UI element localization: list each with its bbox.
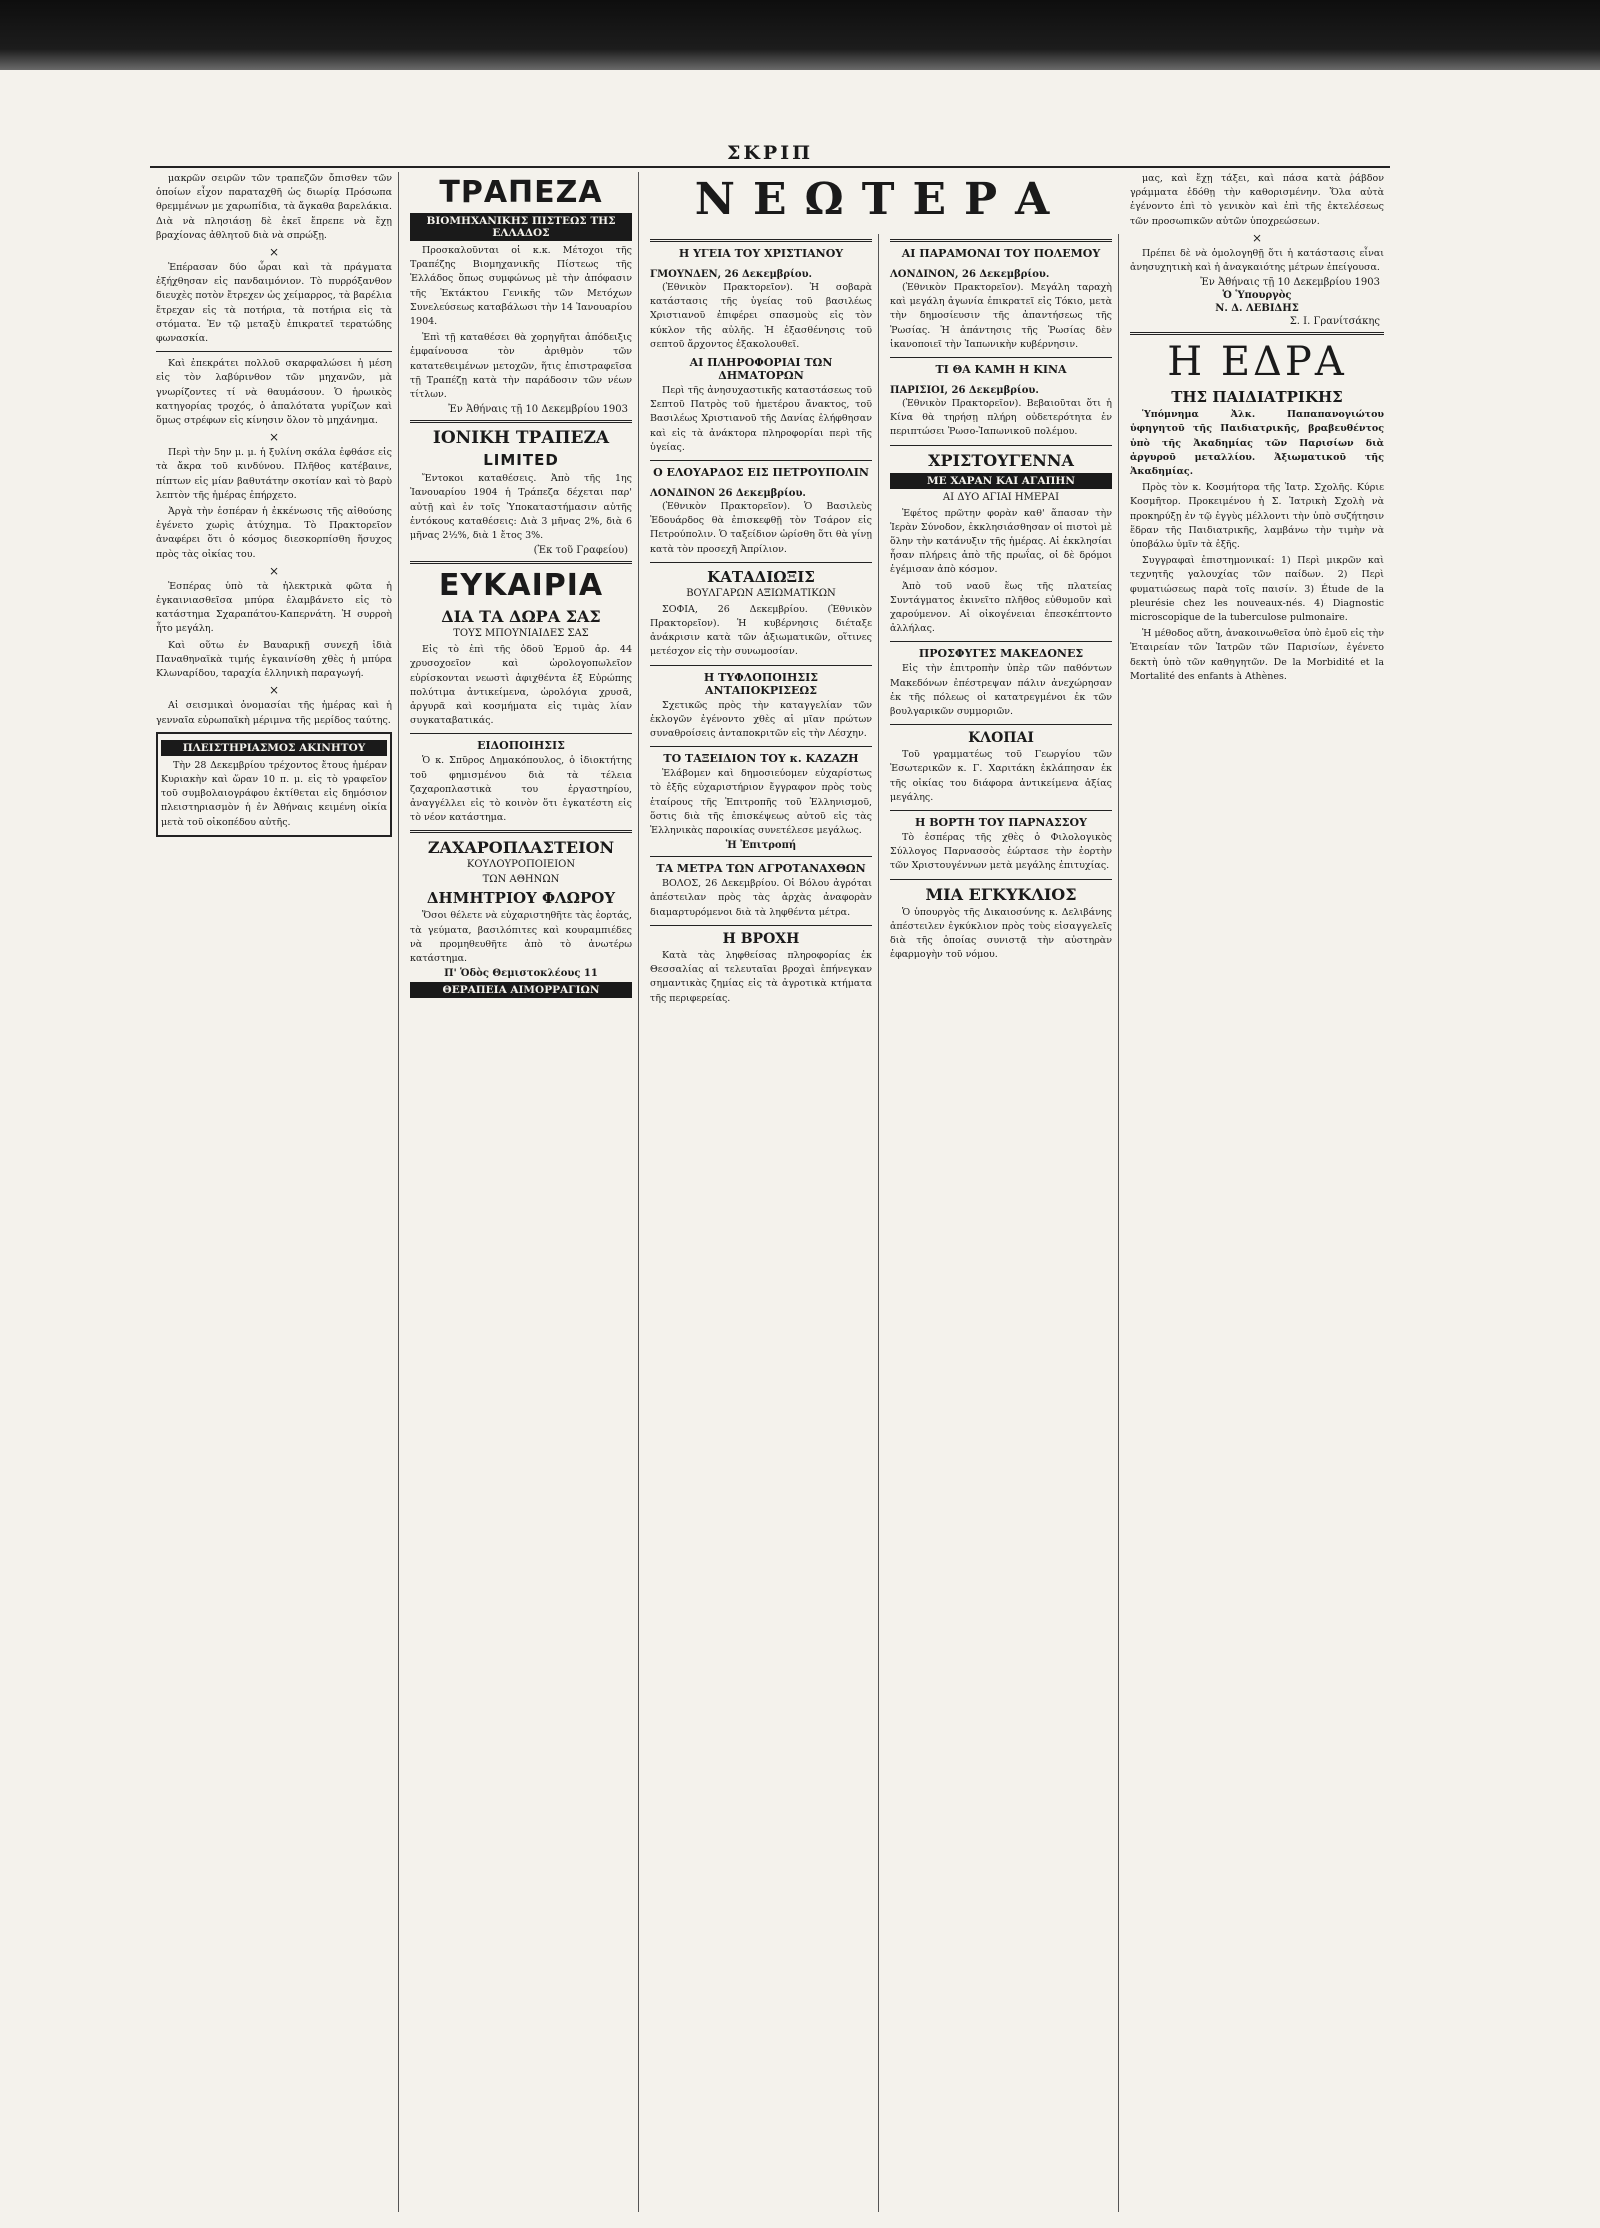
signature-name-2: Σ. Ι. Γρανίτσάκης (1289, 316, 1380, 328)
news-text: Περὶ τῆς ἀνησυχαστικῆς καταστάσεως τοῦ Σεπτοῦ Πατρὸς τοῦ ἡμετέρου ἄνακτος, τοῦ Βασιλέως Χριστιανοῦ τῆς Δανίας ἐλήφθησαν καὶ εἰς τὰ ἀνάκτορα πληροφορίαι περὶ τῆς ὑγείας. (650, 385, 872, 453)
confectionery-title: ΖΑΧΑΡΟΠΛΑΣΤΕΙΟΝ (427, 838, 615, 858)
confectionery-address: Π' Ὁδὸς Θεμιστοκλέους 11 (444, 968, 598, 980)
ionian-bank-title: ΙΟΝΙΚΗ ΤΡΑΠΕΖΑ (432, 428, 610, 449)
bank-ad-date: Ἐν Ἀθήναις τῇ 10 Δεκεμβρίου 1903 (448, 404, 628, 416)
divider (1130, 332, 1384, 335)
edra-text: Συγγραφαὶ ἐπιστημονικαί: 1) Περὶ μικρῶν καὶ τεχνητῆς γαλουχίας τῶν παίδων. 2) Περὶ φυματιώσεως παρὰ τοῖς παισίν. 3) Étude de la pleurésie chez les nouveaux-nés. 4) Diagnostic microscopique de la tuberculose pulmonaire. (1130, 555, 1384, 624)
divider (650, 665, 872, 666)
divider (890, 810, 1112, 811)
news-text: (Ἐθνικὸν Πρακτορεῖον). Ὁ Βασιλεὺς Ἐδουάρδος θὰ ἐπισκεφθῇ τὸν Τσάρον εἰς Πετρούπολιν. Ὁ ταξείδιον ὡρίσθη ὅτι θὰ γίνῃ κατὰ τὸν προσεχῆ Ἀπρίλιον. (650, 501, 872, 555)
gift-ad-subtitle-2: ΤΟΥΣ ΜΠΟΥΝΙΑΙΔΕΣ ΣΑΣ (453, 628, 589, 640)
news-dateline: ΛΟΝΔΙΝΟΝ 26 Δεκεμβρίου. (650, 488, 806, 500)
news-heading: Η ΥΓΕΙΑ ΤΟΥ ΧΡΙΣΤΙΑΝΟΥ (678, 247, 844, 260)
separator-mark: × (268, 430, 280, 445)
divider (890, 239, 1112, 242)
news-dateline: ΛΟΝΔΙΝΟΝ, 26 Δεκεμβρίου. (890, 269, 1050, 280)
neotera-heading: ΝΕΩΤΕΡΑ (644, 172, 1118, 228)
news-heading: Η ΒΡΟΧΗ (722, 930, 800, 947)
therapy-ad-title: ΘΕΡΑΠΕΙΑ ΑΙΜΟΡΡΑΓΙΩΝ (410, 982, 632, 998)
article-paragraph: Καὶ οὕτω ἐν Βαυαρικῇ συνεχῆ ἰδιὰ Παναθηναϊκὰ τιμής ἐγκαινίσθη χθὲς ἡ μπύρα Κλωναρίδου, ταραχία ἑλληνικὴ παραγωγή. (156, 639, 392, 680)
divider (650, 460, 872, 461)
confectionery-owner: ΔΗΜΗΤΡΙΟΥ ΦΛΩΡΟΥ (426, 889, 616, 908)
news-text: (Ἐθνικὸν Πρακτορεῖον). Μεγάλη ταραχὴ καὶ μεγάλη ἀγωνία ἐπικρατεῖ εἰς Τόκιο, μετὰ τὴν δημοσίευσιν τῆς ἀπαντήσεως τῆς Ῥωσίας. Ἡ ἀπάντησις τῆς Ῥωσίας δὲν ἱκανοποιεῖ τὴν Ἰαπωνικὴν κυβέρνησιν. (890, 282, 1112, 350)
news-heading: ΤΑ ΜΕΤΡΑ ΤΩΝ ΑΓΡΟΤΑΝΑΧΘΩΝ (656, 862, 866, 876)
news-dateline: ΓΜΟΥΝΔΕΝ, 26 Δεκεμβρίου. (650, 269, 812, 280)
separator-mark: × (268, 683, 280, 698)
news-subheading: ΒΟΥΛΓΑΡΩΝ ΑΞΙΩΜΑΤΙΚΩΝ (686, 587, 836, 599)
column-2 (404, 172, 639, 2212)
news-heading: Η ΤΥΦΛΟΠΟΙΗΣΙΣ ΑΝΤΑΠΟΚΡΙΣΕΩΣ (703, 670, 819, 697)
news-heading: ΚΑΤΑΔΙΩΞΙΣ (707, 567, 815, 586)
edra-text: Ὑπόμνημα Ἀλκ. Παπαπανογιώτου ὑφηγητοῦ τῆς Παιδιατρικῆς, βραβευθέντος ὑπὸ τῆς Ἀκαδημίας τῶν Παρισίων διὰ ἀργυροῦ μεταλλίου. Ἀξιωματικοῦ τῆς Ἀκαδημίας. (1130, 409, 1384, 478)
news-text: Κατὰ τὰς ληφθείσας πληροφορίας ἐκ Θεσσαλίας αἱ τελευταῖαι βροχαὶ ἐπήνεγκαν σημαντικὰς ζημίας εἰς τὰ ἀγροτικὰ κτήματα τῆς περιφερείας. (650, 949, 872, 1004)
confectionery-subtitle: ΚΟΥΛΟΥΡΟΠΟΙΕΙΟΝ (466, 859, 576, 871)
bank-ad-title: ΤΡΑΠΕΖΑ (439, 175, 603, 210)
article-paragraph: Ἐπέρασαν δύο ὧραι καὶ τὰ πράγματα ἐξήχθησαν εἰς πανδαιμόνιον. Τὸ πυρρόξανθον διευχὲς ποτὸν ἔτρεχεν ὡς χείμαρρος, τὰ βαρέλια ἔτρεχαν εἰς τὰ ποτήρια, τὰ ποτήρια εἰς τὰ στόματα. Ἐν τῷ μεταξὺ ἐπικρατεῖ τερατώδης φωνασκία. (156, 262, 392, 345)
article-paragraph: Περὶ τὴν 5ην μ. μ. ἡ ξυλίνη σκάλα ἐφθάσε εἰς τὰ ἄκρα τοῦ κινδύνου. Πλῆθος κατέβαινε, πίπτων εἰς μίαν βαθυτάτην σκοτίαν καὶ τὸ βαρὺ λεπτὸν τῆς ἡμέρας ἐπήρχετο. (156, 447, 392, 501)
news-heading: ΤΟ ΤΑΞΕΙΔΙΟΝ ΤΟΥ κ. ΚΑΖΑΖΗ (663, 752, 859, 766)
article-paragraph: μας, καὶ ἔχῃ τάξει, καὶ πάσα κατὰ ῥάβδον γράμματα ἐδόθῃ τὴν καθορισμένην. Ὅλα αὐτὰ ἐγένοντο ἐπὶ τὸ γενικὸν καὶ ἐπὶ τῆς ἐκτελέσεως τῶν προσωπικῶν αὐτῶν ὑποχρεώσεων. (1130, 173, 1384, 227)
auction-title: ΠΛΕΙΣΤΗΡΙΑΣΜΟΣ ΑΚΙΝΗΤΟΥ (161, 740, 387, 756)
news-text: Ἐλάβομεν καὶ δημοσιεύομεν εὐχαρίστως τὸ ἑξῆς εὐχαριστήριον ἔγγραφον πρὸς τοὺς ἑταίρους τῆς Ἐπιτροπῆς τοῦ Ἑλληνισμοῦ, ὅστις διὰ τῆς ἐπισκέψεως αὐτοῦ εἰς τὰς Ἑλληνικὰς παροικίας συνετέλεσε μεγάλως. (650, 768, 872, 837)
divider (410, 561, 632, 564)
news-text: ΒΟΛΟΣ, 26 Δεκεμβρίου. Οἱ Βόλου ἀγρόται ἀπέστειλαν πρὸς τὰς ἀρχὰς ἀναφορὰν διαμαρτυρόμενοι διὰ τὰ ληφθέντα μέτρα. (650, 878, 872, 918)
column-3 (644, 234, 879, 2212)
edra-text: Πρὸς τὸν κ. Κοσμήτορα τῆς Ἰατρ. Σχολῆς. Κύριε Κοσμῆτορ. Προκειμένου ἡ Σ. Ἰατρικὴ Σχολὴ νὰ προκηρύξῃ ἐν τῷ ἐγγὺς μέλλοντι τὴν ὑπὸ συζήτησιν ἕδραν τῆς Παιδιατρικῆς, λαμβάνω τὴν τιμὴν νὰ ὑποβάλω ὑμῖν τὰ ἑξῆς. (1130, 482, 1384, 551)
news-heading: ΑΙ ΠΛΗΡΟΦΟΡΙΑΙ ΤΩΝ ΔΗΜΑΤΟΡΩΝ (689, 356, 833, 383)
article-paragraph: μακρῶν σειρῶν τῶν τραπεζῶν ὄπισθεν τῶν ὁποίων εἶχον παραταχθῆ ὡς διωρίᾳ Πρόσωπα θρεμμένων με χαρωπίδια, τὰ ἄγκαθα βαρελάκια. Διὰ νὰ πλησιάσῃ δὲ ἐκεῖ ἔπρεπε νὰ ἔχῃ βραχίονας ἀθλητοῦ διὰ νὰ σπρώξῃ. (156, 173, 392, 241)
news-text: Σχετικῶς πρὸς τὴν καταγγελίαν τῶν ἐκλογῶν ἐγένοντο χθὲς αἱ μῖαν πρώτων συναθροίσεις ἀνταποκριτῶν εἰς τὴν Λέσχην. (650, 699, 872, 740)
divider (650, 925, 872, 926)
news-heading: ΑΙ ΠΑΡΑΜΟΝΑΙ ΤΟΥ ΠΟΛΕΜΟΥ (901, 247, 1101, 260)
divider (650, 856, 872, 857)
news-heading: ΧΡΙΣΤΟΥΓΕΝΝΑ (928, 450, 1074, 470)
article-paragraph: Πρέπει δὲ νὰ ὁμολογηθῇ ὅτι ἡ κατάστασις εἶναι ἀνησυχητικὴ καὶ ἡ ἀναγκαιότης μέτρων ἐπείγουσα. (1130, 247, 1384, 274)
divider (890, 724, 1112, 725)
auction-text: Τὴν 28 Δεκεμβρίου τρέχοντος ἔτους ἡμέραν Κυριακὴν καὶ ὥραν 10 π. μ. εἰς τὸ γραφεῖον τοῦ συμβολαιογράφου ἐκτίθεται εἰς δημόσιον πλειστηριασμὸν ἡ ἐν Ἀθήναις κειμένη οἰκία μετὰ τοῦ οἰκοπέδου αὐτῆς. (161, 759, 387, 828)
news-heading: Η ΒΟΡΤΗ ΤΟΥ ΠΑΡΝΑΣΣΟΥ (914, 816, 1087, 830)
divider (890, 879, 1112, 880)
divider (890, 357, 1112, 358)
news-text: Τὸ ἑσπέρας τῆς χθὲς ὁ Φιλολογικὸς Σύλλογος Παρνασσὸς ἐώρτασε τὴν ἑορτὴν τῶν Χριστουγέννων μετὰ μεγάλης ἐπιτυχίας. (890, 832, 1112, 872)
newspaper-page (150, 172, 1390, 2212)
bank-ad-text: Προσκαλοῦνται οἱ κ.κ. Μέτοχοι τῆς Τραπέζης Βιομηχανικῆς Πίστεως τῆς Ἑλλάδος ὅπως συμφώνως μὲ τὴν ἀπόφασιν τῆς Ἐκτάκτου Γενικῆς τῶν Μετόχων Συνελεύσεως καταβάλωσι τὴν 14 Ἰανουαρίου 1904. (410, 245, 632, 328)
bank-ad-text: Ἐπὶ τῇ καταθέσει θὰ χορηγῆται ἀπόδειξις ἐμφαίνουσα τὸν ἀριθμὸν τῶν κατατεθειμένων μετοχῶν, ἥτις ἐπιστραφεῖσα τῇ Τραπέζῃ κατὰ τὴν παράδοσιν τῶν νέων τίτλων. (410, 332, 632, 401)
news-signature: Ἡ Ἐπιτροπή (725, 840, 797, 852)
news-text: ΣΟΦΙΑ, 26 Δεκεμβρίου. (Ἐθνικὸν Πρακτορεῖον). Ἡ κυβέρνησις διέταξε ἀνάκρισιν κατὰ τῶν ἀξιωματικῶν, οἵτινες μετέσχον εἰς τὴν συνωμοσίαν. (650, 603, 872, 658)
column-4 (884, 234, 1119, 2212)
masthead (150, 142, 1390, 168)
news-text: (Ἐθνικὸν Πρακτορεῖον). Ἡ σοβαρὰ κατάστασις τῆς ὑγείας τοῦ βασιλέως Χριστιανοῦ ἐπιφέρει σπασμοὺς εἰς τὸν κύκλον τῆς αὐλῆς. Ἡ ἐξασθένησις τοῦ σεπτοῦ ἄρχοντος ἐξακολουθεῖ. (650, 282, 872, 350)
bank-ad-subtitle: ΒΙΟΜΗΧΑΝΙΚΗΣ ΠΙΣΤΕΩΣ ΤΗΣ ΕΛΛΑΔΟΣ (410, 213, 632, 241)
confectionery-text: Ὅσοι θέλετε νὰ εὐχαριστηθῆτε τὰς ἑορτάς, τὰ γεύματα, βασιλόπιτες καὶ κουραμπιέδες νὰ προμηθευθῆτε ἀπὸ τὸ ἀνωτέρω κατάστημα. (410, 910, 632, 965)
news-heading: Ο ΕΛΟΥΑΡΔΟΣ ΕΙΣ ΠΕΤΡΟΥΠΟΛΙΝ (653, 466, 869, 480)
auction-notice (156, 732, 392, 837)
ionian-bank-text: Ἔντοκοι καταθέσεις. Ἀπὸ τῆς 1ης Ἰανουαρίου 1904 ἡ Τράπεζα δέχεται παρ' αὐτῇ καὶ ἐν τοῖς Ὑποκαταστήμασιν αὐτῆς ἐντόκους καταθέσεις: Διὰ 3 μῆνας 2%, διὰ 6 μῆνας 2½%, διὰ 1 ἔτος 3%. (410, 473, 632, 542)
article-paragraph: Καὶ ἐπεκράτει πολλοῦ σκαρφαλώσει ἡ μέση εἰς τὸν λαβύρινθον τῶν μηχανῶν, μὰ γνωρίζοντες τί νὰ θαυμάσουν. Ὁ ἡρωικὸς κατηγορίας τροχός, ὁ ἀπαλότατα γυρίζων καὶ ὅμως στρέφων εἰς κίνησιν ὅλον τὸ μηχάνημα. (156, 358, 392, 427)
article-paragraph: Ἀργὰ τὴν ἑσπέραν ἡ ἐκκένωσις τῆς αἰθούσης ἐγένετο χωρὶς ἀτύχημα. Τὸ Πρακτορεῖον ἀναφέρει ὅτι ὁ κόσμος διεσκορπίσθη ἥσυχος πρὸς τὰς οἰκίας του. (156, 506, 392, 560)
paper-name: ΣΚΡΙΠ (726, 142, 814, 164)
gift-ad-title: ΕΥΚΑΙΡΙΑ (438, 568, 604, 604)
scan-dark-border (0, 0, 1600, 70)
edra-text: Ἡ μέθοδος αὕτη, ἀνακοινωθεῖσα ὑπὸ ἐμοῦ εἰς τὴν Ἑταιρείαν τῶν Ἰατρῶν τῶν Παρισίων, ἐγένετο δεκτὴ ὑπὸ τῶν καθηγητῶν. De la Morbidité et la Mortalité des enfants à Athènes. (1130, 628, 1384, 682)
news-heading: ΠΡΟΣΦΥΓΕΣ ΜΑΚΕΔΟΝΕΣ (918, 647, 1084, 661)
edra-subtitle: ΤΗΣ ΠΑΙΔΙΑΤΡΙΚΗΣ (1171, 388, 1343, 407)
divider (410, 420, 632, 423)
separator-mark: × (268, 245, 280, 260)
divider (890, 445, 1112, 446)
notice-text: Ὁ κ. Σπῦρος Δημακόπουλος, ὁ ἰδιοκτήτης τοῦ φημισμένου διὰ τὰ τέλεια ζαχαροπλαστικὰ του ἐργαστηρίου, ἀναγγέλλει εἰς τὸ κοινὸν ὅτι ἐγκατέστη εἰς τὸ νέον κατάστημα. (410, 755, 632, 824)
ionian-bank-source: (Ἐκ τοῦ Γραφείου) (533, 545, 628, 557)
notice-title: ΕΙΔΟΠΟΙΗΣΙΣ (477, 739, 565, 753)
signature-role: Ὁ Ὑπουργὸς (1222, 290, 1292, 302)
gift-ad-subtitle: ΔΙΑ ΤΑ ΔΩΡΑ ΣΑΣ (441, 607, 601, 627)
divider (650, 562, 872, 563)
news-heading: ΜΙΑ ΕΓΚΥΚΛΙΟΣ (925, 884, 1077, 904)
separator-mark: × (268, 563, 280, 578)
divider (410, 830, 632, 833)
gift-ad-text: Εἰς τὸ ἐπὶ τῆς ὁδοῦ Ἑρμοῦ ἀρ. 44 χρυσοχοεῖον καὶ ὡρολογοπωλεῖον εὑρίσκονται νεωστὶ ἀφιχθέντα ἐξ Εὐρώπης πολύτιμα ἀντικείμενα, ὡρολόγια χρυσᾶ, ἀργυρᾶ καὶ κοσμήματα εἰς τιμὰς λίαν συγκαταβατικάς. (410, 644, 632, 727)
news-text: (Ἐθνικὸν Πρακτορεῖον). Βεβαιοῦται ὅτι ἡ Κίνα θὰ τηρήσῃ πλήρη οὐδετερότητα ἐν περιπτώσει Ῥωσο-Ἰαπωνικοῦ πολέμου. (890, 398, 1112, 438)
divider (650, 239, 872, 242)
divider (890, 641, 1112, 642)
confectionery-city: ΤΩΝ ΑΘΗΝΩΝ (482, 874, 560, 886)
separator-mark: × (1251, 230, 1263, 245)
article-paragraph: Αἱ σεισμικαὶ ὀνομασίαι τῆς ἡμέρας καὶ ἡ γενναῖα εὐρωπαϊκὴ μέριμνα τῆς μερίδος ταύτης. (156, 700, 392, 726)
column-1 (150, 172, 399, 2212)
column-5 (1124, 172, 1390, 2212)
news-text: Ἐφέτος πρῶτην φορὰν καθ' ἅπασαν τὴν Ἱερὰν Σύνοδον, ἐκκλησιάσθησαν οἱ πιστοὶ μὲ ὅλην τὴν κατάνυξιν τῆς ἡμέρας. Αἱ ἐκκλησίαι ἦσαν πλήρεις ἀπὸ τῆς πρωΐας, οἱ δὲ δρόμοι ἐγέμισαν ἀπὸ κόσμον. (890, 507, 1112, 576)
news-text: Τοῦ γραμματέως τοῦ Γεωργίου τῶν Ἐσωτερικῶν κ. Γ. Χαριτάκη ἐκλάπησαν ἐκ τῆς οἰκίας του διάφορα ἀντικείμενα ἀξίας μεγάλης. (890, 749, 1112, 803)
news-dateline: ΠΑΡΙΣΙΟΙ, 26 Δεκεμβρίου. (890, 385, 1039, 397)
divider (410, 733, 632, 734)
news-heading: ΤΙ ΘΑ ΚΑΜΗ Η ΚΙΝΑ (935, 363, 1067, 377)
ionian-bank-subtitle: LIMITED (483, 451, 559, 470)
news-subheading-2: ΑΙ ΔΥΟ ΑΓΙΑΙ ΗΜΕΡΑΙ (942, 491, 1060, 503)
signature-name: Ν. Δ. ΛΕΒΙΔΗΣ (1215, 303, 1299, 315)
article-paragraph: Ἐσπέρας ὑπὸ τὰ ἠλεκτρικὰ φῶτα ἡ ἐγκαινιασθεῖσα μπύρα ἐλαμβάνετο εἰς τὸ κατάστημα Σχαραπάτου-Καπερνάτη. Ἡ συρροὴ ἦτο μεγάλη. (156, 580, 392, 635)
news-heading: ΚΛΟΠΑΙ (968, 730, 1034, 747)
news-text: Ὁ ὑπουργὸς τῆς Δικαιοσύνης κ. Δελιβάνης ἀπέστειλεν ἐγκύκλιον πρὸς τοὺς εἰσαγγελεῖς διὰ τῆς ὁποίας συνιστᾷ τὴν αὐστηρὰν ἐφαρμογὴν τοῦ νόμου. (890, 906, 1112, 961)
signature-date: Ἐν Ἀθήναις τῇ 10 Δεκεμβρίου 1903 (1200, 277, 1380, 289)
news-subheading: ΜΕ ΧΑΡΑΝ ΚΑΙ ΑΓΑΠΗΝ (890, 473, 1112, 489)
divider (156, 351, 392, 352)
edra-title: Η ΕΔΡΑ (1167, 339, 1347, 386)
divider (650, 746, 872, 747)
news-text: Εἰς τὴν ἐπιτροπὴν ὑπὲρ τῶν παθόντων Μακεδόνων ἐπέστρεψαν πάλιν ἀνεχώρησαν ἐκ τῆς πόλεως οἱ κατατρεγμένοι ἐκ τῶν βουλγαρικῶν συμμοριῶν. (890, 663, 1112, 718)
news-text: Ἀπὸ τοῦ ναοῦ ἕως τῆς πλατείας Συντάγματος ἐκινεῖτο πλῆθος εὐθυμοῦν καὶ χαρούμενον. Αἱ οἰκογένειαι ἐπεσκέπτοντο ἀλλήλας. (890, 580, 1112, 635)
